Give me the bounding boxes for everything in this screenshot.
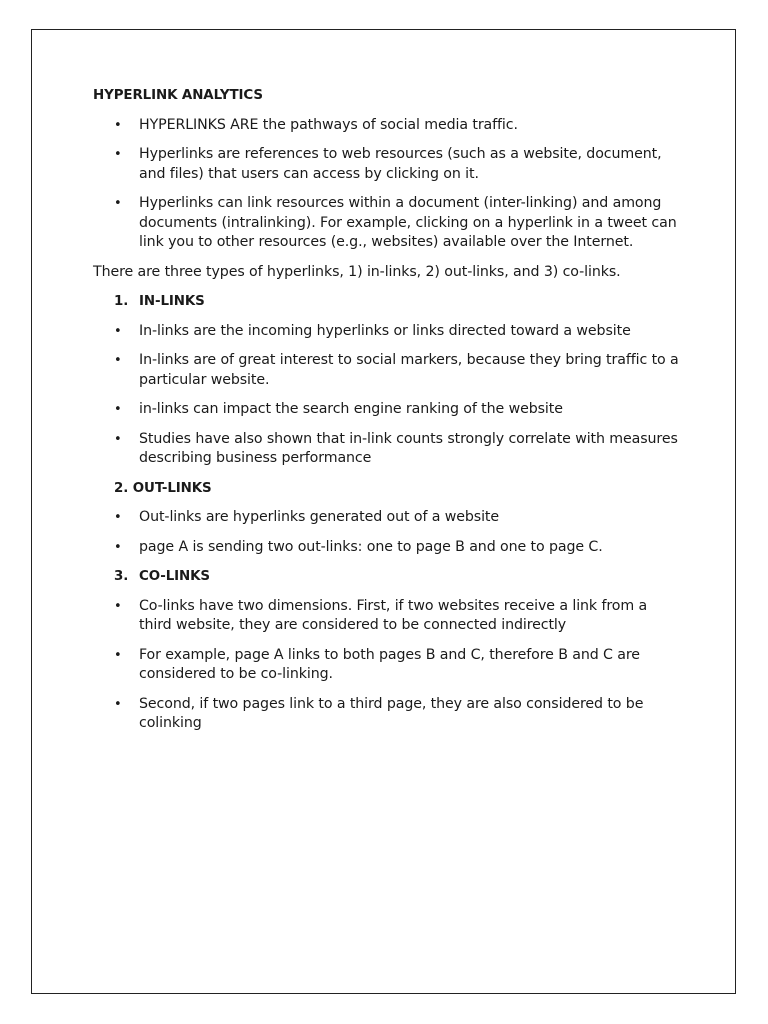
document-title: HYPERLINK ANALYTICS	[93, 88, 263, 103]
list-item-text: Hyperlinks are references to web resources (such as a website, document, and files) that users can access by clicking on it.	[139, 146, 662, 182]
list-item-text: Studies have also shown that in-link counts strongly correlate with measures describing business performance	[139, 430, 678, 466]
section-heading-colinks	[93, 567, 683, 587]
top-bullet-list	[93, 116, 683, 253]
list-item-text: Hyperlinks can link resources within a document (inter-linking) and among documents (intralinking). For example, clicking on a hyperlink in a tweet can link you to other resources (e.g., websites) available over the Internet.	[139, 195, 677, 250]
inlinks-bullet-list	[93, 322, 683, 469]
list-item	[93, 646, 683, 685]
bullet-icon: •	[114, 402, 122, 417]
list-item	[93, 116, 683, 136]
bullet-icon: •	[114, 696, 122, 712]
bullet-icon: •	[114, 117, 122, 133]
list-item-text: Co-links have two dimensions. First, if two websites receive a link from a third website, they are considered to be connected indirectly	[139, 597, 648, 633]
list-item	[93, 695, 683, 734]
bullet-icon: •	[114, 539, 122, 555]
section-number: 1.	[114, 294, 129, 309]
bullet-icon: •	[114, 353, 122, 368]
list-item	[93, 145, 683, 184]
list-item	[93, 597, 683, 636]
list-item	[93, 194, 683, 253]
section-heading-outlinks: 2. OUT-LINKS	[114, 480, 212, 496]
list-item	[93, 322, 683, 342]
list-item-text: in-links can impact the search engine ranking of the website	[139, 401, 563, 417]
bullet-icon: •	[114, 196, 122, 211]
bullet-icon: •	[114, 323, 122, 339]
bullet-icon: •	[114, 647, 122, 663]
list-item-text: For example, page A links to both pages B and C, therefore B and C are considered to be co-linking.	[139, 646, 640, 682]
list-item	[93, 351, 683, 390]
bullet-icon: •	[114, 598, 122, 614]
list-item	[93, 430, 683, 469]
section-heading-text: CO-LINKS	[139, 569, 210, 584]
section-heading-text: IN-LINKS	[139, 294, 205, 309]
list-item-text: Out-links are hyperlinks generated out of a website	[139, 509, 500, 525]
list-item	[93, 508, 683, 528]
bullet-icon: •	[114, 147, 122, 162]
outlinks-bullet-list	[93, 508, 683, 557]
bullet-icon: •	[114, 431, 122, 447]
bullet-icon: •	[114, 510, 122, 525]
document-content	[93, 86, 683, 744]
section-heading-inlinks	[93, 292, 683, 312]
section-number: 3.	[114, 569, 129, 584]
list-item-text: In-links are of great interest to social markers, because they bring traffic to a particular website.	[139, 352, 679, 388]
colinks-bullet-list	[93, 597, 683, 734]
document-page	[31, 29, 736, 994]
list-item	[93, 538, 683, 558]
intro-paragraph: There are three types of hyperlinks, 1) in-links, 2) out-links, and 3) co-links.	[93, 263, 621, 280]
list-item-text: In-links are the incoming hyperlinks or links directed toward a website	[139, 322, 631, 339]
list-item	[93, 400, 683, 420]
list-item-text: page A is sending two out-links: one to page B and one to page C.	[139, 538, 603, 555]
list-item-text: HYPERLINKS ARE the pathways of social media traffic.	[139, 116, 518, 133]
list-item-text: Second, if two pages link to a third page, they are also considered to be colinking	[139, 695, 644, 731]
